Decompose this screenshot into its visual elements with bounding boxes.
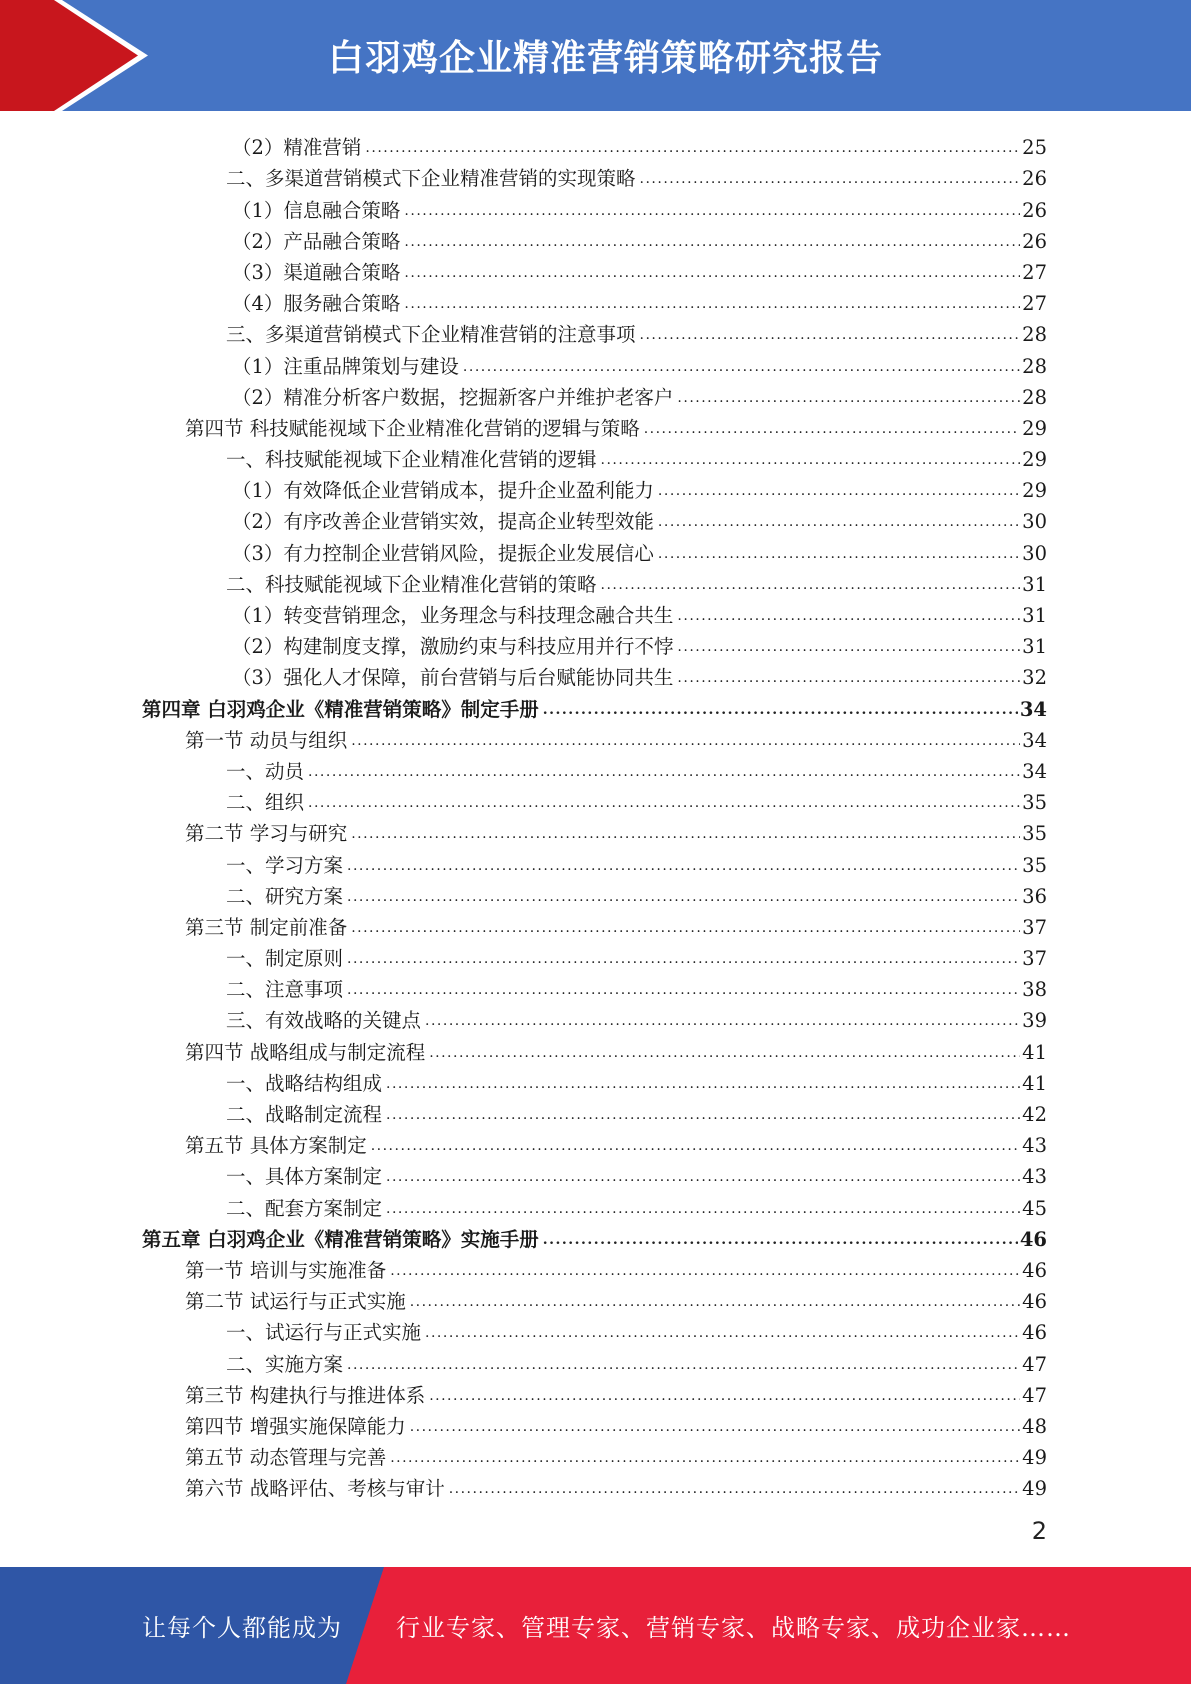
toc-entry[interactable] bbox=[0, 721, 1191, 752]
toc-leader-dots bbox=[449, 1482, 1020, 1496]
toc-entry-page: 47 bbox=[1022, 1352, 1047, 1376]
toc-entry-page: 36 bbox=[1022, 884, 1047, 908]
toc-entry[interactable] bbox=[0, 346, 1191, 377]
toc-entry[interactable] bbox=[0, 1376, 1191, 1407]
toc-entry-title: 第五节 具体方案制定 bbox=[185, 1134, 367, 1158]
toc-entry-title: 第一节 动员与组织 bbox=[185, 728, 348, 752]
toc-entry-page: 39 bbox=[1022, 1009, 1047, 1033]
toc-entry-title: （4）服务融合策略 bbox=[232, 292, 401, 316]
toc-leader-dots bbox=[308, 796, 1020, 810]
toc-entry-page: 26 bbox=[1022, 167, 1047, 191]
toc-leader-dots bbox=[347, 983, 1020, 997]
toc-entry-title: （2）精准分析客户数据，挖掘新客户并维护老客户 bbox=[232, 385, 674, 409]
toc-leader-dots bbox=[543, 1233, 1018, 1247]
toc-leader-dots bbox=[347, 1358, 1020, 1372]
toc-leader-dots bbox=[386, 1077, 1020, 1091]
toc-leader-dots bbox=[658, 515, 1020, 529]
page-footer bbox=[0, 1567, 1191, 1684]
toc-entry-page: 49 bbox=[1022, 1446, 1047, 1470]
toc-entry-page: 30 bbox=[1022, 541, 1047, 565]
toc-entry[interactable] bbox=[0, 970, 1191, 1001]
toc-entry[interactable] bbox=[0, 315, 1191, 346]
toc-leader-dots bbox=[644, 422, 1020, 436]
toc-entry[interactable] bbox=[0, 1220, 1191, 1251]
toc-leader-dots bbox=[677, 609, 1020, 623]
toc-entry-page: 31 bbox=[1022, 572, 1047, 596]
toc-entry[interactable] bbox=[0, 1157, 1191, 1188]
toc-entry[interactable] bbox=[0, 1469, 1191, 1500]
toc-entry[interactable] bbox=[0, 1001, 1191, 1032]
toc-entry-title: 三、有效战略的关键点 bbox=[226, 1009, 422, 1033]
toc-entry[interactable] bbox=[0, 159, 1191, 190]
toc-leader-dots bbox=[404, 266, 1020, 280]
toc-leader-dots bbox=[658, 484, 1020, 498]
toc-entry-page: 46 bbox=[1022, 1258, 1047, 1282]
toc-entry-title: （2）有序改善企业营销实效，提高企业转型效能 bbox=[232, 510, 654, 534]
toc-entry-page: 38 bbox=[1022, 978, 1047, 1002]
toc-leader-dots bbox=[425, 1014, 1020, 1028]
toc-leader-dots bbox=[390, 1451, 1020, 1465]
toc-leader-dots bbox=[429, 1046, 1020, 1060]
toc-entry[interactable] bbox=[0, 814, 1191, 845]
toc-entry[interactable] bbox=[0, 253, 1191, 284]
toc-entry[interactable] bbox=[0, 783, 1191, 814]
toc-entry-title: 二、组织 bbox=[226, 791, 305, 815]
toc-entry-title: （3）有力控制企业营销风险，提振企业发展信心 bbox=[232, 541, 654, 565]
toc-entry-title: 一、制定原则 bbox=[226, 947, 344, 971]
toc-leader-dots bbox=[347, 890, 1020, 904]
toc-entry-page: 27 bbox=[1022, 260, 1047, 284]
toc-entry-title: 第四节 科技赋能视域下企业精准化营销的逻辑与策略 bbox=[185, 416, 640, 440]
toc-entry-title: 二、研究方案 bbox=[226, 884, 344, 908]
toc-entry-title: 一、学习方案 bbox=[226, 853, 344, 877]
toc-entry[interactable] bbox=[0, 1438, 1191, 1469]
toc-entry-title: （2）构建制度支撑，激励约束与科技应用并行不悖 bbox=[232, 635, 674, 659]
toc-leader-dots bbox=[386, 1108, 1020, 1122]
toc-entry-title: 一、具体方案制定 bbox=[226, 1165, 383, 1189]
toc-entry[interactable] bbox=[0, 845, 1191, 876]
toc-entry[interactable] bbox=[0, 1344, 1191, 1375]
toc-leader-dots bbox=[410, 1295, 1020, 1309]
toc-entry-page: 29 bbox=[1022, 416, 1047, 440]
toc-entry-title: 第二节 试运行与正式实施 bbox=[185, 1290, 406, 1314]
toc-entry[interactable] bbox=[0, 1313, 1191, 1344]
toc-entry-title: （2）产品融合策略 bbox=[232, 229, 401, 253]
toc-entry-page: 29 bbox=[1022, 448, 1047, 472]
toc-entry-title: （3）渠道融合策略 bbox=[232, 260, 401, 284]
toc-leader-dots bbox=[601, 578, 1021, 592]
toc-entry-page: 28 bbox=[1022, 354, 1047, 378]
toc-entry[interactable] bbox=[0, 877, 1191, 908]
toc-entry-page: 31 bbox=[1022, 604, 1047, 627]
toc-entry-page: 35 bbox=[1022, 791, 1047, 815]
toc-entry-title: 第四章 白羽鸡企业《精准营销策略》制定手册 bbox=[142, 697, 539, 721]
toc-entry-title: （1）注重品牌策划与建设 bbox=[232, 354, 459, 378]
toc-leader-dots bbox=[601, 453, 1021, 467]
toc-leader-dots bbox=[677, 640, 1020, 654]
toc-entry[interactable] bbox=[0, 1095, 1191, 1126]
toc-entry-title: 二、战略制定流程 bbox=[226, 1103, 383, 1126]
toc-entry[interactable] bbox=[0, 533, 1191, 564]
toc-entry[interactable] bbox=[0, 627, 1191, 658]
toc-leader-dots bbox=[347, 952, 1020, 966]
toc-leader-dots bbox=[543, 703, 1018, 717]
toc-entry-page: 47 bbox=[1022, 1383, 1047, 1407]
toc-entry[interactable] bbox=[0, 1251, 1191, 1282]
toc-entry-title: 二、实施方案 bbox=[226, 1352, 344, 1376]
toc-leader-dots bbox=[425, 1326, 1020, 1340]
toc-leader-dots bbox=[640, 328, 1021, 342]
toc-entry[interactable] bbox=[0, 1407, 1191, 1438]
toc-leader-dots bbox=[386, 1202, 1020, 1216]
toc-entry-page: 25 bbox=[1022, 136, 1047, 160]
toc-entry[interactable] bbox=[0, 471, 1191, 502]
toc-entry-title: 第五节 动态管理与完善 bbox=[185, 1446, 387, 1470]
toc-entry-title: 一、科技赋能视域下企业精准化营销的逻辑 bbox=[226, 448, 597, 472]
toc-entry-page: 26 bbox=[1022, 229, 1047, 253]
toc-entry-title: 第一节 培训与实施准备 bbox=[185, 1258, 387, 1282]
toc-entry-page: 46 bbox=[1022, 1321, 1047, 1345]
toc-entry-page: 28 bbox=[1022, 323, 1047, 347]
toc-entry[interactable] bbox=[0, 596, 1191, 627]
toc-leader-dots bbox=[308, 765, 1020, 779]
toc-entry[interactable] bbox=[0, 1188, 1191, 1219]
toc-entry-page: 37 bbox=[1022, 915, 1047, 939]
toc-entry[interactable] bbox=[0, 565, 1191, 596]
page-number: 2 bbox=[1031, 1517, 1047, 1545]
toc-entry-title: （1）信息融合策略 bbox=[232, 198, 401, 222]
toc-entry[interactable] bbox=[0, 1032, 1191, 1063]
toc-entry-title: 第六节 战略评估、考核与审计 bbox=[185, 1477, 445, 1501]
toc-entry-title: 二、科技赋能视域下企业精准化营销的策略 bbox=[226, 572, 597, 596]
toc-entry-title: 二、配套方案制定 bbox=[226, 1196, 383, 1220]
toc-entry-page: 46 bbox=[1019, 1227, 1047, 1251]
page-header bbox=[0, 0, 1191, 111]
toc-entry[interactable] bbox=[0, 409, 1191, 440]
toc-entry-page: 30 bbox=[1022, 510, 1047, 534]
toc-entry-page: 28 bbox=[1022, 385, 1047, 409]
toc-leader-dots bbox=[677, 671, 1020, 685]
toc-leader-dots bbox=[463, 360, 1020, 374]
toc-entry[interactable] bbox=[0, 752, 1191, 783]
toc-entry-page: 29 bbox=[1022, 479, 1047, 503]
toc-leader-dots bbox=[347, 859, 1020, 873]
toc-entry-page: 37 bbox=[1022, 947, 1047, 971]
toc-entry-title: （2）精准营销 bbox=[232, 136, 362, 160]
footer-slogan-left: 让每个人都能成为 bbox=[142, 1614, 342, 1642]
toc-entry-page: 43 bbox=[1022, 1134, 1047, 1158]
toc-entry-page: 49 bbox=[1022, 1477, 1047, 1501]
toc-leader-dots bbox=[371, 1139, 1020, 1153]
toc-entry-page: 46 bbox=[1022, 1290, 1047, 1314]
toc-entry-title: 第四节 战略组成与制定流程 bbox=[185, 1040, 426, 1064]
toc-entry-title: （3）强化人才保障，前台营销与后台赋能协同共生 bbox=[232, 666, 674, 690]
toc-leader-dots bbox=[677, 391, 1020, 405]
toc-entry-title: 一、试运行与正式实施 bbox=[226, 1321, 422, 1345]
toc-leader-dots bbox=[410, 1420, 1020, 1434]
toc-entry-title: 二、多渠道营销模式下企业精准营销的实现策略 bbox=[226, 167, 636, 191]
toc-entry-page: 42 bbox=[1022, 1103, 1047, 1126]
toc-entry-page: 32 bbox=[1022, 666, 1047, 690]
toc-leader-dots bbox=[404, 235, 1020, 249]
toc-entry-title: （1）转变营销理念，业务理念与科技理念融合共生 bbox=[232, 604, 674, 627]
toc-entry[interactable] bbox=[0, 939, 1191, 970]
toc-entry-page: 27 bbox=[1022, 292, 1047, 316]
footer-slogan-right: 行业专家、管理专家、营销专家、战略专家、成功企业家…… bbox=[396, 1614, 1071, 1642]
toc-leader-dots bbox=[390, 1264, 1020, 1278]
toc-leader-dots bbox=[386, 1170, 1020, 1184]
toc-entry-title: 第三节 制定前准备 bbox=[185, 915, 348, 939]
toc-entry[interactable] bbox=[0, 284, 1191, 315]
toc-entry[interactable] bbox=[0, 1064, 1191, 1095]
toc-entry-page: 45 bbox=[1022, 1196, 1047, 1220]
toc-leader-dots bbox=[351, 827, 1020, 841]
toc-entry[interactable] bbox=[0, 190, 1191, 221]
toc-entry-title: 二、注意事项 bbox=[226, 978, 344, 1002]
document-title: 白羽鸡企业精准营销策略研究报告 bbox=[327, 38, 883, 79]
toc-entry[interactable] bbox=[0, 689, 1191, 720]
toc-entry-title: （1）有效降低企业营销成本，提升企业盈利能力 bbox=[232, 479, 654, 503]
toc-entry[interactable] bbox=[0, 1282, 1191, 1313]
toc-leader-dots bbox=[351, 921, 1020, 935]
toc-entry-page: 34 bbox=[1019, 697, 1047, 721]
toc-entry-title: 一、动员 bbox=[226, 759, 305, 783]
toc-entry-page: 35 bbox=[1022, 853, 1047, 877]
toc-leader-dots bbox=[658, 547, 1020, 561]
toc-entry[interactable] bbox=[0, 440, 1191, 471]
toc-entry-page: 48 bbox=[1022, 1414, 1047, 1438]
toc-entry-page: 35 bbox=[1022, 822, 1047, 846]
toc-entry-title: 三、多渠道营销模式下企业精准营销的注意事项 bbox=[226, 323, 636, 347]
toc-entry-page: 41 bbox=[1022, 1071, 1047, 1095]
toc-leader-dots bbox=[429, 1389, 1020, 1403]
toc-entry-page: 31 bbox=[1022, 635, 1047, 659]
toc-entry-title: 第四节 增强实施保障能力 bbox=[185, 1414, 406, 1438]
toc-entry[interactable] bbox=[0, 128, 1191, 159]
toc-entry[interactable] bbox=[0, 1126, 1191, 1157]
table-of-contents bbox=[0, 128, 1191, 1500]
toc-leader-dots bbox=[365, 141, 1020, 155]
toc-entry[interactable] bbox=[0, 222, 1191, 253]
toc-entry[interactable] bbox=[0, 658, 1191, 689]
toc-entry-page: 43 bbox=[1022, 1165, 1047, 1189]
toc-entry-page: 26 bbox=[1022, 198, 1047, 222]
toc-leader-dots bbox=[404, 204, 1020, 218]
toc-entry-title: 一、战略结构组成 bbox=[226, 1071, 383, 1095]
toc-entry[interactable] bbox=[0, 908, 1191, 939]
toc-leader-dots bbox=[404, 297, 1020, 311]
toc-entry-page: 34 bbox=[1022, 759, 1047, 783]
toc-entry[interactable] bbox=[0, 502, 1191, 533]
toc-entry-title: 第五章 白羽鸡企业《精准营销策略》实施手册 bbox=[142, 1227, 539, 1251]
toc-leader-dots bbox=[640, 172, 1021, 186]
toc-entry[interactable] bbox=[0, 378, 1191, 409]
toc-entry-page: 41 bbox=[1022, 1040, 1047, 1064]
toc-entry-title: 第二节 学习与研究 bbox=[185, 822, 348, 846]
toc-entry-page: 34 bbox=[1022, 728, 1047, 752]
toc-entry-title: 第三节 构建执行与推进体系 bbox=[185, 1383, 426, 1407]
toc-leader-dots bbox=[351, 734, 1020, 748]
